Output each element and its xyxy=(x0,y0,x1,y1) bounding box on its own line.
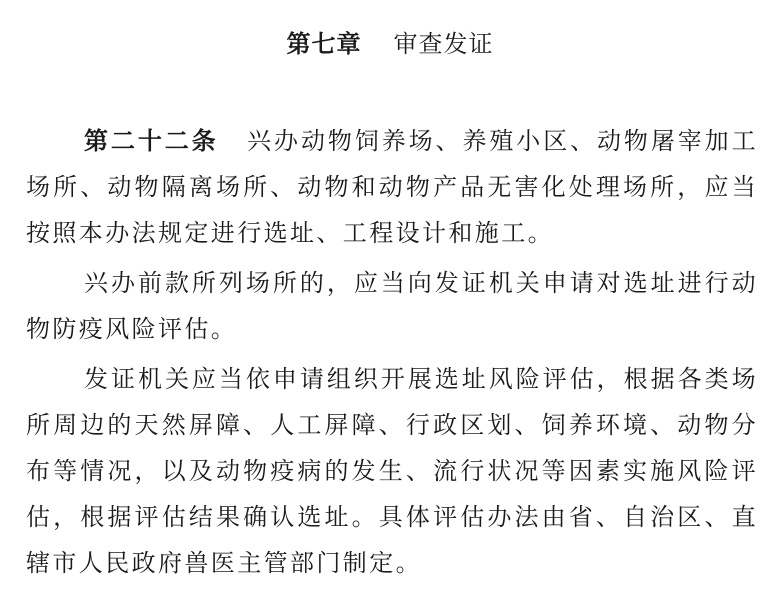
chapter-number: 第七章 xyxy=(286,30,362,58)
article-paragraph-1 xyxy=(26,118,758,256)
article-number: 第二十二条 xyxy=(84,127,219,155)
article-paragraph-2 xyxy=(26,260,758,352)
article-paragraph-3 xyxy=(26,356,758,586)
paragraph-2-text: 兴办前款所列场所的，应当向发证机关申请对选址进行动物防疫风险评估。 xyxy=(26,269,758,343)
paragraph-3-text: 发证机关应当依申请组织开展选址风险评估，根据各类场所周边的天然屏障、人工屏障、行政区划、饲养环境、动物分布等情况，以及动物疫病的发生、流行状况等因素实施风险评估，根据评估结果确认选址。具体评估办法由省、自治区、直辖市人民政府兽医主管部门制定。 xyxy=(26,365,758,577)
chapter-name: 审查发证 xyxy=(393,30,494,58)
chapter-title xyxy=(0,26,780,62)
paragraph-1-text: 兴办动物饲养场、养殖小区、动物屠宰加工场所、动物隔离场所、动物和动物产品无害化处理场所，应当按照本办法规定进行选址、工程设计和施工。 xyxy=(26,127,759,247)
